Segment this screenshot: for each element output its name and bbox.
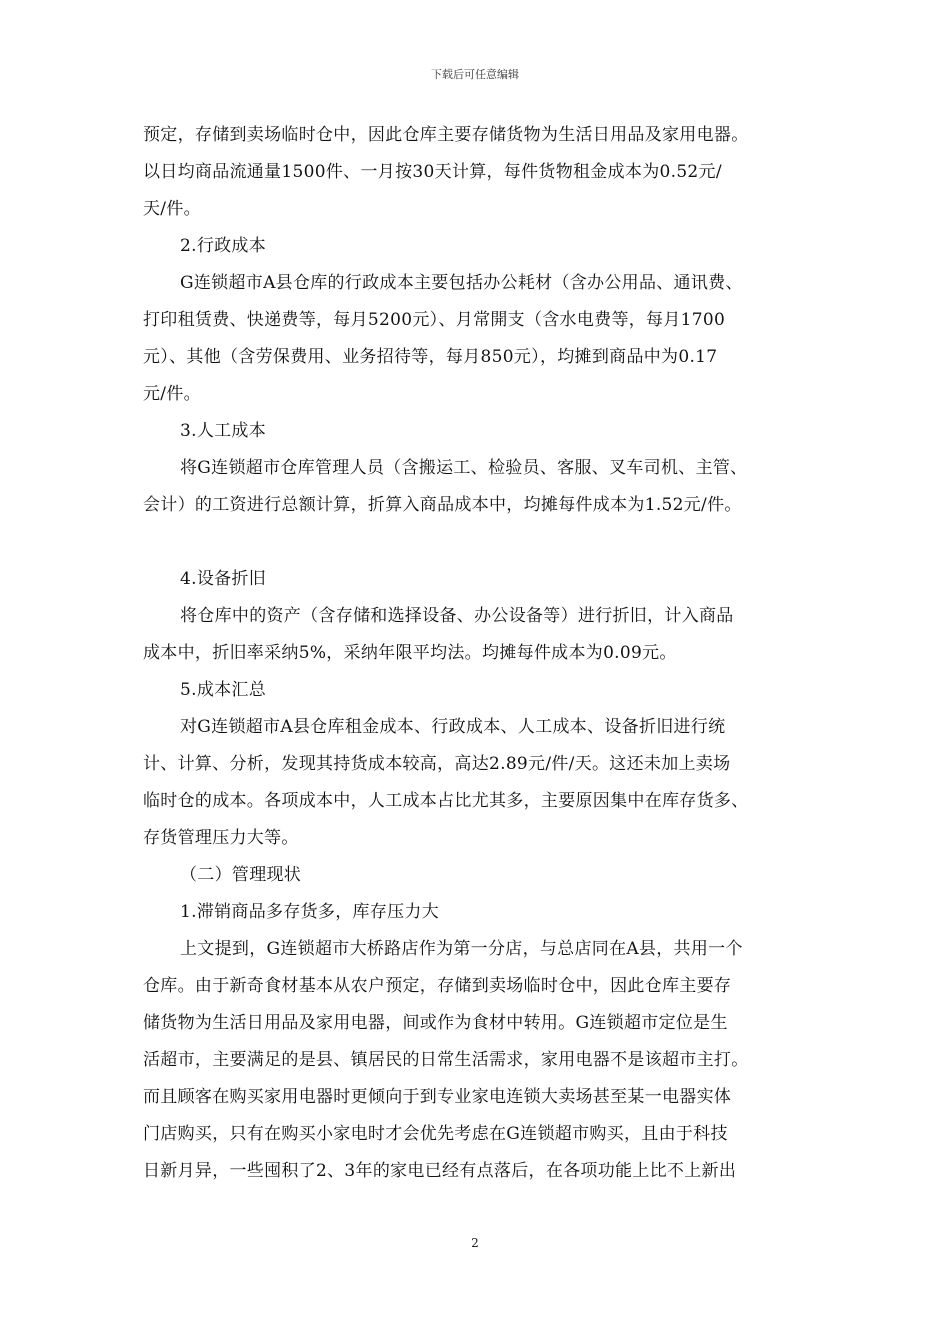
section-heading: 5.成本汇总 — [180, 680, 267, 700]
section-heading: 3.人工成本 — [180, 421, 267, 441]
paragraph-line: 上文提到，G连锁超市大桥路店作为第一分店，与总店同在A县，共用一个 — [180, 939, 743, 959]
paragraph-line: 而且顾客在购买家用电器时更倾向于到专业家电连锁大卖场甚至某一电器实体 — [143, 1087, 732, 1107]
paragraph-line: 仓库。由于新奇食材基本从农户预定，存储到卖场临时仓中，因此仓库主要存 — [143, 976, 732, 996]
page-number: 2 — [471, 1236, 479, 1250]
paragraph-line: 存货管理压力大等。 — [143, 828, 299, 848]
paragraph-line: 将仓库中的资产（含存储和选择设备、办公设备等）进行折旧，计入商品 — [180, 606, 734, 626]
paragraph-line: 储货物为生活日用品及家用电器，间或作为食材中转用。G连锁超市定位是生 — [143, 1013, 728, 1033]
document-body — [143, 117, 811, 1190]
paragraph-line: 以日均商品流通量1500件、一月按30天计算，每件货物租金成本为0.52元/ — [143, 162, 722, 182]
paragraph-line: 门店购买，只有在购买小家电时才会优先考虑在G连锁超市购买，且由于科技 — [143, 1124, 728, 1144]
section-heading: （二）管理现状 — [180, 865, 302, 885]
paragraph-line: 打印租赁费、快递费等，每月5200元）、月常開支（含水电费等，每月1700 — [143, 310, 726, 330]
paragraph-line: 日新月异，一些囤积了2、3年的家电已经有点落后，在各项功能上比不上新出 — [143, 1161, 737, 1181]
paragraph-line: 对G连锁超市A县仓库租金成本、行政成本、人工成本、设备折旧进行统 — [180, 717, 726, 737]
paragraph-line: 预定，存储到卖场临时仓中，因此仓库主要存储货物为生活日用品及家用电器。 — [143, 125, 749, 145]
section-heading: 1.滞销商品多存货多，库存压力大 — [180, 902, 440, 922]
paragraph-line: 元）、其他（含劳保费用、业务招待等，每月850元），均摊到商品中为0.17 — [143, 347, 718, 367]
paragraph-line: 会计）的工资进行总额计算，折算入商品成本中，均摊每件成本为1.52元/件。 — [143, 495, 742, 515]
paragraph-line: 天/件。 — [143, 199, 201, 219]
paragraph-line: 将G连锁超市仓库管理人员（含搬运工、检验员、客服、叉车司机、主管、 — [180, 458, 748, 478]
blank-line — [143, 524, 811, 561]
paragraph-line: 活超市，主要满足的是县、镇居民的日常生活需求，家用电器不是该超市主打。 — [143, 1050, 749, 1070]
paragraph-line: 临时仓的成本。各项成本中，人工成本占比尤其多，主要原因集中在库存货多、 — [143, 791, 749, 811]
paragraph-line: G连锁超市A县仓库的行政成本主要包括办公耗材（含办公用品、通讯费、 — [180, 273, 743, 293]
paragraph-line: 成本中，折旧率采纳5%，采纳年限平均法。均摊每件成本为0.09元。 — [143, 643, 677, 663]
page-header: 下载后可任意编辑 — [431, 68, 519, 81]
paragraph-line: 元/件。 — [143, 384, 201, 404]
paragraph-line: 计、计算、分析，发现其持货成本较高，高达2.89元/件/天。这还未加上卖场 — [143, 754, 731, 774]
section-heading: 4.设备折旧 — [180, 569, 267, 589]
section-heading: 2.行政成本 — [180, 236, 267, 256]
